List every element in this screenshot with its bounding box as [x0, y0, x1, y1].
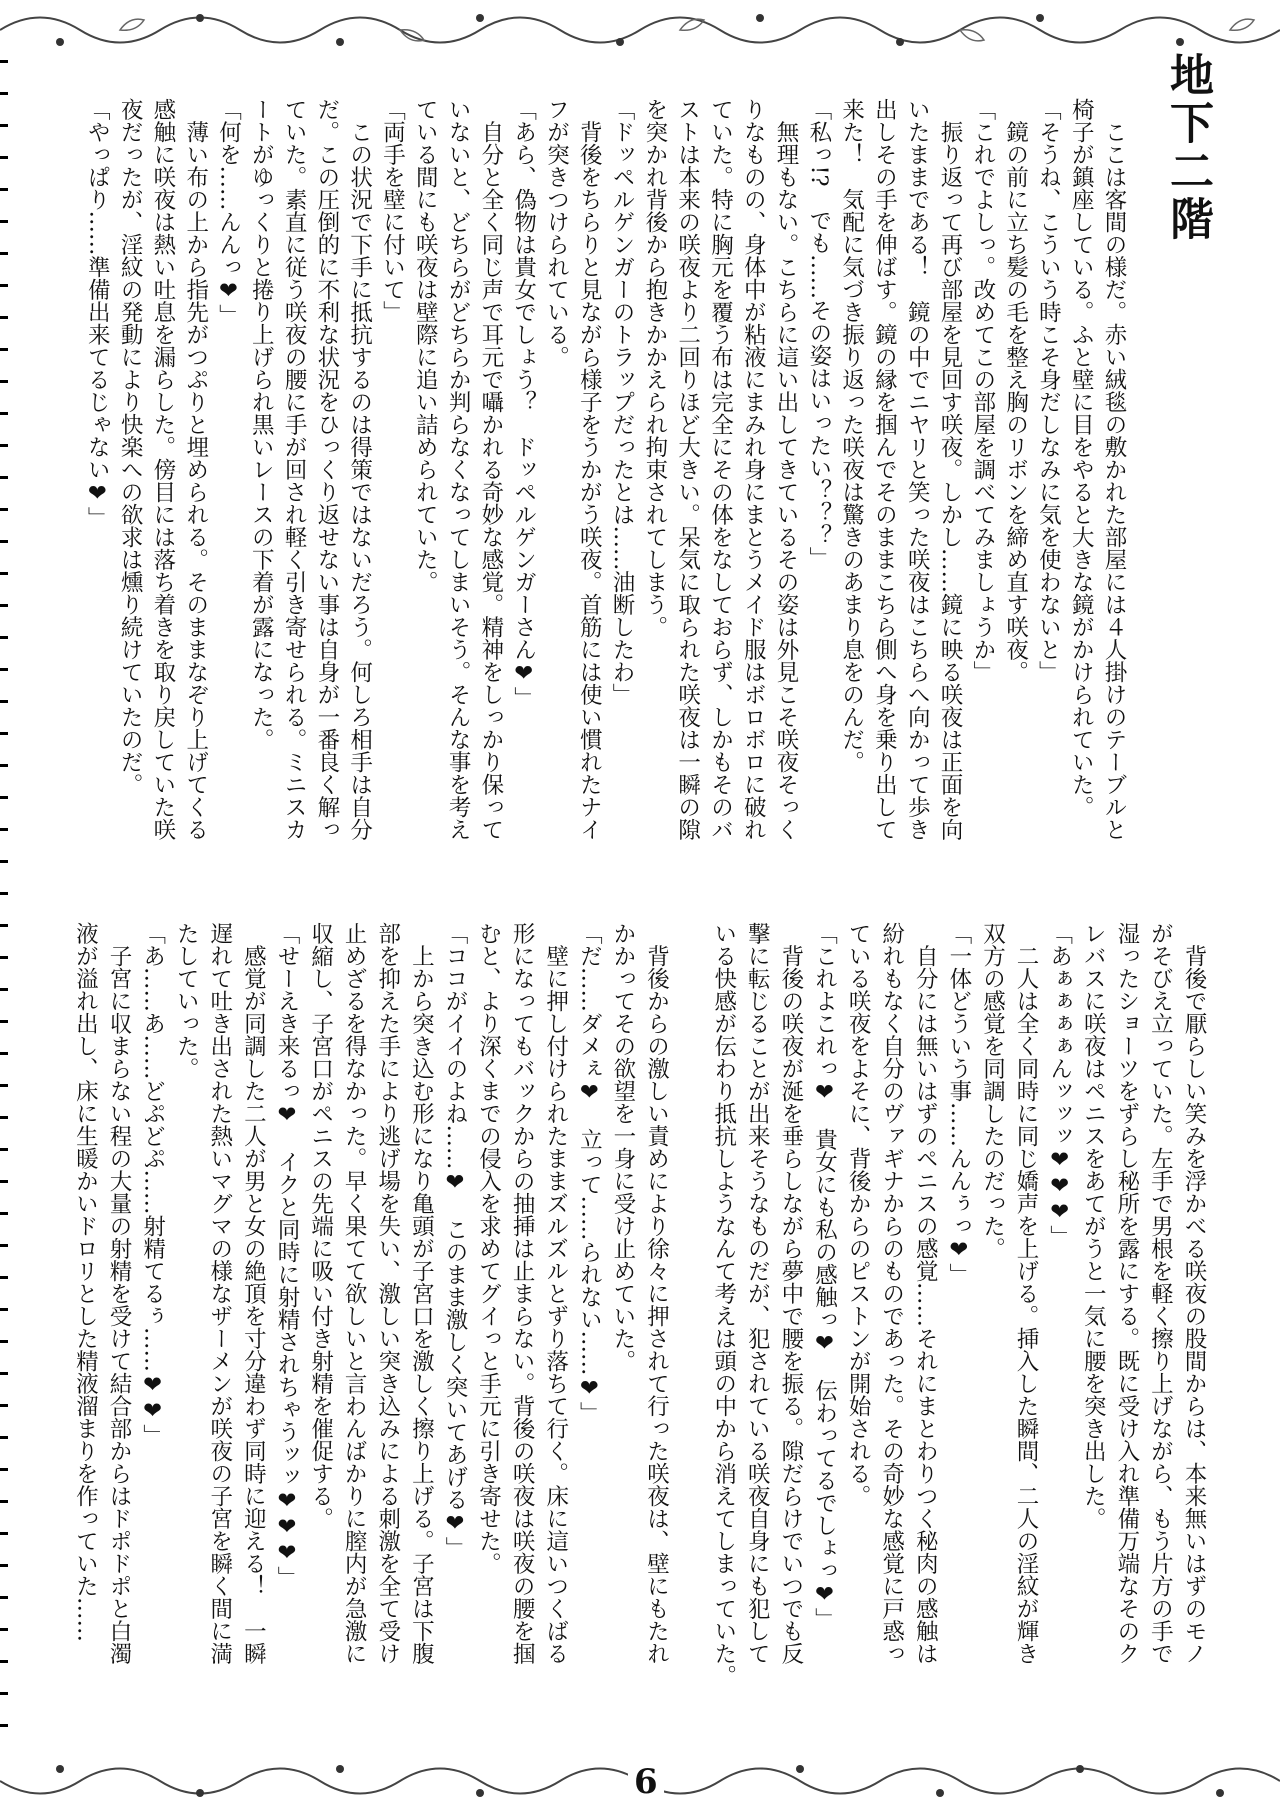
text-column: 出しその手を伸ばす。鏡の縁を掴んでそのままこちら側へ身を乗り出して	[871, 98, 898, 841]
text-column: 背後からの激しい責めにより徐々に押されて行った咲夜は、壁にもたれ	[643, 922, 670, 1665]
text-column: レバスに咲夜はペニスをあてがうと一気に腰を突き出した。	[1080, 922, 1107, 1530]
text-column: 振り返って再び部屋を見回す咲夜。しかし……鏡に映る咲夜は正面を向	[937, 98, 964, 841]
top-vine-ornament	[0, 0, 1280, 60]
text-column: だ。この圧倒的に不利な状況をひっくり返せない事は自身が一番良く解っ	[313, 98, 340, 841]
text-column: 夜だったが、淫紋の発動により快楽への欲求は燻り続けていたのだ。	[117, 98, 144, 796]
text-column: 「これよこれっ❤ 貴女にも私の感触っ❤ 伝わってるでしょっ❤」	[811, 922, 838, 1630]
text-column: この状況で下手に抵抗するのは得策ではないだろう。何しろ相手は自分	[346, 98, 373, 841]
text-column: 椅子が鎮座している。ふと壁に目をやると大きな鏡がかけられていた。	[1068, 98, 1095, 818]
text-column: 液が溢れ出し、床に生暖かいドロリとした精液溜まりを作っていた……	[72, 922, 99, 1642]
text-column: かかってその欲望を一身に受け止めていた。	[609, 922, 636, 1372]
text-column: ている咲夜をよそに、背後からのピストンが開始される。	[845, 922, 872, 1507]
text-column: 「だ……ダメぇ❤ 立って……られない……❤」	[576, 922, 603, 1424]
text-column: 形になってもバックからの抽挿は止まらない。背後の咲夜は咲夜の腰を掴	[509, 922, 536, 1665]
text-column: 「あ……あ……どぷどぷ……射精てるぅ……❤❤」	[139, 922, 166, 1447]
text-column: 双方の感覚を同調したのだった。	[979, 922, 1006, 1260]
top-text-block	[80, 98, 1130, 898]
text-column: ていた。特に胸元を覆う布は完全にその体をなしておらず、しかもそのバ	[707, 98, 734, 841]
text-column: 壁に押し付けられたままズルズルとずり落ちて行く。床に這いつくばる	[542, 922, 569, 1665]
text-column: たしていった。	[173, 922, 200, 1080]
text-column: 「そうね、こういう時こそ身だしなみに気を使わないと」	[1035, 98, 1062, 683]
text-column	[673, 922, 707, 1742]
text-column: 感覚が同調した二人が男と女の絶頂を寸分違わず同時に迎える！ 一瞬	[240, 922, 267, 1665]
text-column: がそびえ立っていた。左手で男根を軽く擦り上げながら、もう片方の手で	[1147, 922, 1174, 1665]
text-column: 「あら、偽物は貴女でしょう？ ドッペルゲンガーさん❤」	[510, 98, 537, 709]
text-column: ートがゆっくりと捲り上げられ黒いレースの下着が露になった。	[248, 98, 275, 751]
text-column: 感触に咲夜は熱い吐息を漏らした。傍目には落ち着きを取り戻していた咲	[149, 98, 176, 841]
text-column: 「やっぱり……準備出来てるじゃない❤」	[84, 98, 111, 529]
text-column: 湿ったショーツをずらし秘所を露にする。既に受け入れ準備万端なそのク	[1113, 922, 1140, 1665]
text-column: 「何を……んんっ❤」	[215, 98, 242, 327]
text-column: いたままである！ 鏡の中でニヤリと笑った咲夜はこちらへ向かって歩き	[904, 98, 931, 841]
text-column: ている間にも咲夜は壁際に追い詰められていた。	[412, 98, 439, 593]
text-column: 「一体どういう事……んんぅっ❤」	[945, 922, 972, 1286]
text-column: いる快感が伝わり抵抗しようなんて考えは頭の中から消えてしまっていた。	[710, 922, 737, 1687]
text-column: 「ココがイイのよね……❤ このまま激しく突いてあげる❤」	[441, 922, 468, 1559]
chapter-title: 地下二階	[1162, 52, 1213, 244]
text-column: 「私っ!? でも……その姿はいったい？？？」	[805, 98, 832, 570]
text-column: りなものの、身体中が粘液にまみれ身にまとうメイド服はボロボロに破れ	[740, 98, 767, 841]
text-column: 自分と全く同じ声で耳元で囁かれる奇妙な感覚。精神をしっかり保って	[477, 98, 504, 841]
page-edge-marks	[0, 60, 8, 1750]
text-column: ここは客間の様だ。赤い絨毯の敷かれた部屋には４人掛けのテーブルと	[1101, 98, 1127, 841]
text-column: 収縮し、子宮口がペニスの先端に吸い付き射精を催促する。	[307, 922, 334, 1530]
text-column: 「両手を壁に付いて」	[379, 98, 406, 323]
text-column: 背後の咲夜が涎を垂らしながら夢中で腰を振る。隙だらけでいつでも反	[777, 922, 804, 1665]
text-column: 無理もない。こちらに這い出してきているその姿は外見こそ咲夜そっく	[773, 98, 800, 841]
text-column: 子宮に収まらない程の大量の射精を受けて結合部からはドポドポと白濁	[106, 922, 132, 1665]
text-column: いないと、どちらがどちらか判らなくなってしまいそう。そんな事を考え	[445, 98, 472, 841]
text-column: 「これでよしっ。改めてこの部屋を調べてみましょうか」	[969, 98, 996, 683]
text-column: 部を抑えた手により逃げ場を失い、激しい突き込みによる刺激を全て受け	[374, 922, 401, 1665]
text-column: フが突きつけられている。	[543, 98, 570, 368]
text-column: を突かれ背後から抱きかかえられ拘束されてしまう。	[641, 98, 668, 638]
bottom-text-block	[72, 922, 1210, 1742]
text-column: 二人は全く同時に同じ嬌声を上げる。挿入した瞬間、二人の淫紋が輝き	[1013, 922, 1040, 1665]
text-column: むと、より深くまでの侵入を求めてグイっと手元に引き寄せた。	[475, 922, 502, 1575]
page-number: 6	[628, 1762, 664, 1802]
text-column: 薄い布の上から指先がつぷりと埋められる。そのままなぞり上げてくる	[182, 98, 209, 841]
text-column: 来た！ 気配に気づき振り返った咲夜は驚きのあまり息をのんだ。	[838, 98, 865, 773]
text-column: 鏡の前に立ち髪の毛を整え胸のリボンを締め直す咲夜。	[1002, 98, 1029, 683]
text-column: 背後で厭らしい笑みを浮かべる咲夜の股間からは、本来無いはずのモノ	[1181, 922, 1207, 1665]
text-column: 紛れもなく自分のヴァギナからのものであった。その奇妙な感覚に戸惑っ	[878, 922, 905, 1665]
text-column: 上から突き込む形になり亀頭が子宮口を激しく擦り上げる。子宮は下腹	[408, 922, 435, 1665]
text-column: 自分には無いはずのペニスの感覚……それにまとわりつく秘肉の感触は	[912, 922, 939, 1665]
text-column: 撃に転じることが出来そうなものだが、犯されている咲夜自身にも犯して	[744, 922, 771, 1665]
text-column: 背後をちらりと見ながら様子をうかがう咲夜。首筋には使い慣れたナイ	[576, 98, 603, 841]
text-column: 止めざるを得なかった。早く果てて欲しいと言わんばかりに膣内が急激に	[341, 922, 368, 1665]
text-column: 遅れて吐き出された熱いマグマの様なザーメンが咲夜の子宮を瞬く間に満	[206, 922, 233, 1665]
text-column: 「あぁぁぁぁんッッッ❤❤❤」	[1046, 922, 1073, 1248]
text-column: 「せーえき来るっ❤ イクと同時に射精されちゃうッッ❤❤❤」	[273, 922, 300, 1589]
text-column: ストは本来の咲夜より二回りほど大きい。呆気に取られた咲夜は一瞬の隙	[674, 98, 701, 841]
text-column: 「ドッペルゲンガーのトラップだったとは……油断したわ」	[609, 98, 636, 706]
text-column: ていた。素直に従う咲夜の腰に手が回され軽く引き寄せられる。ミニスカ	[281, 98, 308, 841]
